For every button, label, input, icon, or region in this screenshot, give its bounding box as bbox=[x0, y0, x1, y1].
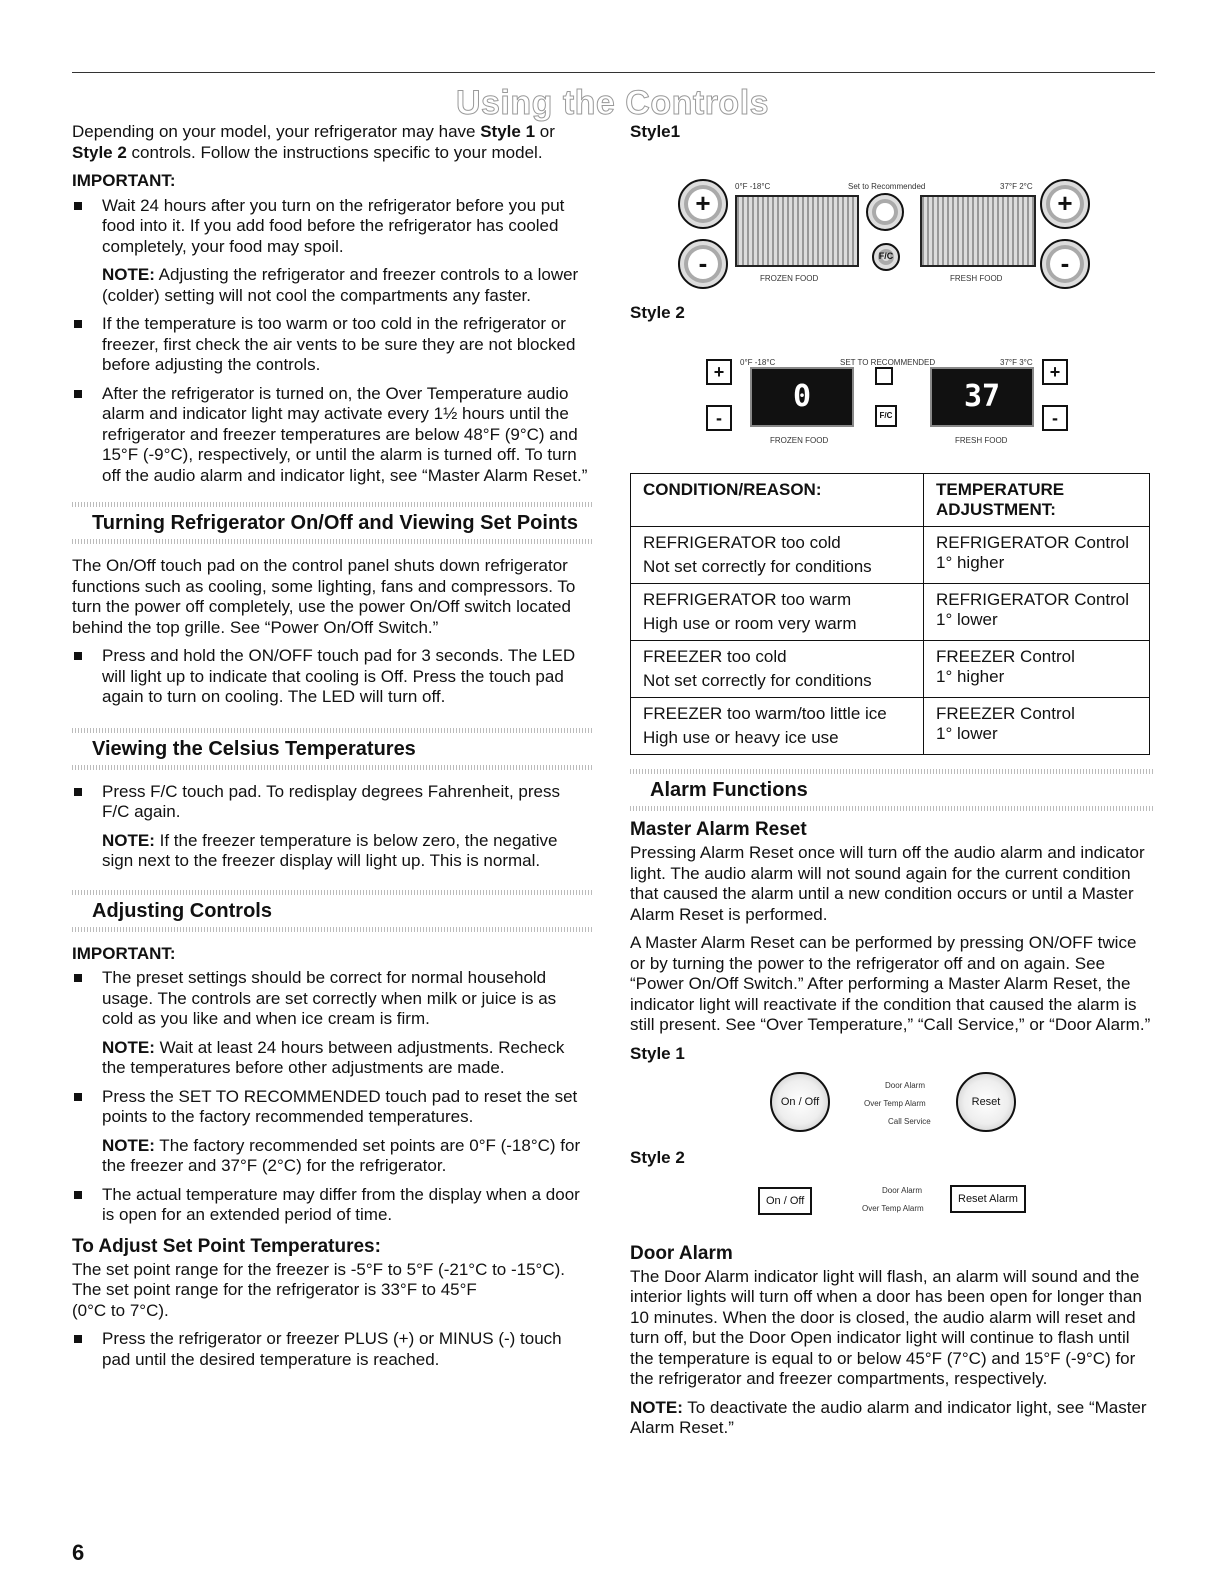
subsection-title: Master Alarm Reset bbox=[630, 819, 807, 840]
freezer-minus-button[interactable]: - bbox=[678, 239, 728, 289]
set-recommended-button[interactable] bbox=[875, 367, 893, 385]
list-item: If the temperature is too warm or too cold in the refrigerator or freezer, first check the air vents to be sure they are not blocked before adjusting the controls. bbox=[72, 314, 592, 376]
note-paragraph: NOTE: To deactivate the audio alarm and indicator light, see “Master Alarm Reset.” bbox=[630, 1397, 1147, 1437]
intro-paragraph: Depending on your model, your refrigerator may have Style 1 or Style 2 controls. Follow the instructions specific to your model. bbox=[72, 122, 555, 162]
table-cell: REFRIGERATOR too warm High use or room very warm bbox=[631, 584, 924, 641]
subsection-title: Door Alarm bbox=[630, 1242, 733, 1264]
over-temp-indicator: Over Temp Alarm bbox=[862, 1203, 924, 1213]
important-label: IMPORTANT: bbox=[72, 171, 176, 190]
alarm-style1-label: Style 1 bbox=[630, 1043, 685, 1063]
call-service-indicator: Call Service bbox=[888, 1117, 931, 1126]
freezer-digital-display: 0 bbox=[750, 367, 854, 427]
reset-button[interactable]: Reset bbox=[956, 1072, 1016, 1132]
note-paragraph: NOTE: The factory recommended set points are 0°F (-18°C) for the freezer and 37°F (2°C) for the refrigerator. bbox=[102, 1135, 581, 1175]
note-paragraph: NOTE: If the freezer temperature is below zero, the negative sign next to the freezer display will light up. This is normal. bbox=[102, 830, 558, 870]
section-list bbox=[72, 1329, 592, 1370]
table-row bbox=[631, 698, 1150, 755]
list-item: The actual temperature may differ from the display when a door is open for an extended period of time. bbox=[72, 1185, 592, 1226]
section-heading: Turning Refrigerator On/Off and Viewing Set Points bbox=[72, 502, 592, 544]
section-paragraph: The Door Alarm indicator light will flash, an alarm will sound and the interior lights will turn off when a door has been open for longer than 10 minutes. When the door is closed, the audio alarm will reset and turn off, but the Door Open indicator light will continue to flash until the temperature is equal to or below 45°F (7°C) and 15°F (-9°C) for the refrigerator and freezer compartments, respectively. bbox=[630, 1266, 1142, 1388]
list-item: Wait 24 hours after you turn on the refrigerator before you put food into it. If you add food before the refrigerator has cooled completely, your food may spoil. bbox=[72, 196, 592, 258]
alarm-style2-label: Style 2 bbox=[630, 1148, 685, 1167]
frozen-food-label: FROZEN FOOD bbox=[770, 436, 829, 445]
fresh-food-label: FRESH FOOD bbox=[950, 273, 1003, 283]
door-alarm-indicator: Door Alarm bbox=[885, 1081, 926, 1090]
important-list-2 bbox=[72, 314, 592, 486]
style2-label: Style 2 bbox=[630, 302, 685, 322]
note-paragraph: NOTE: Adjusting the refrigerator and freezer controls to a lower (colder) setting will not cool the compartments any faster. bbox=[102, 265, 579, 305]
fridge-plus-button[interactable]: + bbox=[1040, 179, 1090, 229]
frozen-food-label: FROZEN FOOD bbox=[760, 273, 819, 283]
table-cell: FREEZER too cold Not set correctly for conditions bbox=[631, 641, 924, 698]
fc-button[interactable]: F/C bbox=[875, 405, 897, 427]
over-temp-indicator: Over Temp Alarm bbox=[864, 1099, 926, 1108]
fridge-minus-button[interactable]: - bbox=[1042, 405, 1068, 431]
table-header: TEMPERATURE ADJUSTMENT: bbox=[924, 474, 1150, 527]
on-off-button[interactable]: On / Off bbox=[758, 1187, 812, 1216]
set-recommended-label: SET TO RECOMMENDED bbox=[840, 358, 936, 367]
style2-control-panel bbox=[630, 323, 1155, 473]
freezer-minus-button[interactable]: - bbox=[706, 405, 732, 431]
note-paragraph: NOTE: Wait at least 24 hours between adjustments. Recheck the temperatures before other adjustments are made. bbox=[102, 1037, 565, 1077]
list-item: Press and hold the ON/OFF touch pad for 3 seconds. The LED will light up to indicate that cooling is Off. Press the touch pad again to turn on cooling. The LED will turn off. bbox=[72, 646, 592, 708]
reset-alarm-button[interactable]: Reset Alarm bbox=[950, 1185, 1026, 1214]
fridge-plus-button[interactable]: + bbox=[1042, 359, 1068, 385]
table-row bbox=[631, 641, 1150, 698]
important-label: IMPORTANT: bbox=[72, 943, 176, 963]
subsection-title: To Adjust Set Point Temperatures: bbox=[72, 1235, 381, 1257]
set-recommended-label: Set to Recommended bbox=[848, 181, 926, 191]
fc-button[interactable]: F/C bbox=[872, 243, 900, 271]
table-cell: REFRIGERATOR too cold Not set correctly for conditions bbox=[631, 527, 924, 584]
alarm-style1-panel bbox=[630, 1064, 1155, 1144]
condition-table bbox=[630, 473, 1150, 755]
fridge-range-label: 37°F 2°C bbox=[1000, 181, 1033, 191]
freezer-plus-button[interactable]: + bbox=[706, 359, 732, 385]
section-heading: Adjusting Controls bbox=[72, 890, 592, 932]
section-paragraph: A Master Alarm Reset can be performed by pressing ON/OFF twice or by turning the power to the refrigerator off and on again. See “Power On/Off Switch.” After performing a Master Alarm Reset, the indicator light will reactivate if the condition that caused the alarm is still present. See “Over Temperature,” “Call Service,” or “Door Alarm.” bbox=[630, 933, 1151, 1034]
section-list bbox=[72, 968, 592, 1030]
alarm-style2-panel bbox=[630, 1169, 1155, 1239]
freezer-range-label: 0°F -18°C bbox=[735, 181, 771, 191]
freezer-range-label: 0°F -18°C bbox=[740, 358, 776, 367]
section-list bbox=[72, 1087, 592, 1128]
fridge-display bbox=[920, 195, 1036, 267]
set-recommended-button[interactable] bbox=[866, 193, 904, 231]
table-row bbox=[631, 584, 1150, 641]
style1-label: Style1 bbox=[630, 122, 681, 141]
fridge-minus-button[interactable]: - bbox=[1040, 239, 1090, 289]
subsection-paragraph: The set point range for the freezer is -5°F to 5°F (-21°C to -15°C). The set point range for the refrigerator is 33°F to 45°F bbox=[72, 1259, 565, 1299]
section-paragraph: Pressing Alarm Reset once will turn off the audio alarm and indicator light. The audio alarm will not sound again for the current condition that caused the alarm until a new condition occurs or until a Master Alarm Reset is performed. bbox=[630, 843, 1145, 924]
table-row bbox=[631, 527, 1150, 584]
subsection-paragraph: (0°C to 7°C). bbox=[72, 1300, 169, 1320]
section-list bbox=[72, 782, 592, 823]
section-paragraph: The On/Off touch pad on the control panel shuts down refrigerator functions such as cooling, some lighting, fans and compressors. To turn the power off completely, use the power On/Off switch located behind the top grille. See “Power On/Off Switch.” bbox=[72, 556, 576, 637]
fridge-digital-display: 37 bbox=[930, 367, 1034, 427]
section-heading: Viewing the Celsius Temperatures bbox=[72, 728, 592, 770]
list-item: After the refrigerator is turned on, the Over Temperature audio alarm and indicator light may activate every 1½ hours until the refrigerator and freezer temperatures are below 48°F (9°C) and 15°F (-9°C), respectively, or until the alarm is turned off. To turn off the audio alarm and indicator light, see “Master Alarm Reset.” bbox=[72, 384, 592, 487]
important-list bbox=[72, 196, 592, 258]
door-alarm-indicator: Door Alarm bbox=[882, 1185, 923, 1195]
table-header-row bbox=[631, 474, 1150, 527]
list-item: The preset settings should be correct for normal household usage. The controls are set correctly when milk or juice is as cold as you like and when ice cream is firm. bbox=[72, 968, 592, 1030]
list-item: Press the refrigerator or freezer PLUS (+) or MINUS (-) touch pad until the desired temperature is reached. bbox=[72, 1329, 592, 1370]
table-cell: FREEZER Control 1° higher bbox=[924, 641, 1150, 698]
fridge-range-label: 37°F 3°C bbox=[1000, 358, 1033, 367]
freezer-plus-button[interactable]: + bbox=[678, 179, 728, 229]
section-list bbox=[72, 1185, 592, 1226]
section-list bbox=[72, 646, 592, 708]
section-heading: Alarm Functions bbox=[630, 769, 1155, 811]
list-item: Press the SET TO RECOMMENDED touch pad to reset the set points to the factory recommended temperatures. bbox=[72, 1087, 592, 1128]
table-cell: REFRIGERATOR Control 1° higher bbox=[924, 527, 1150, 584]
table-cell: REFRIGERATOR Control 1° lower bbox=[924, 584, 1150, 641]
table-cell: FREEZER too warm/too little ice High use or heavy ice use bbox=[631, 698, 924, 755]
style1-control-panel bbox=[630, 143, 1155, 303]
fresh-food-label: FRESH FOOD bbox=[955, 436, 1008, 445]
page-title: Using the Controls bbox=[455, 84, 770, 122]
top-rule bbox=[72, 72, 1155, 73]
right-column bbox=[630, 122, 1155, 1447]
left-column bbox=[72, 122, 592, 1378]
list-item: Press F/C touch pad. To redisplay degrees Fahrenheit, press F/C again. bbox=[72, 782, 592, 823]
on-off-button[interactable]: On / Off bbox=[770, 1072, 830, 1132]
table-cell: FREEZER Control 1° lower bbox=[924, 698, 1150, 755]
freezer-display bbox=[735, 195, 859, 267]
table-header: CONDITION/REASON: bbox=[631, 474, 924, 527]
page-number: 6 bbox=[72, 1540, 85, 1565]
